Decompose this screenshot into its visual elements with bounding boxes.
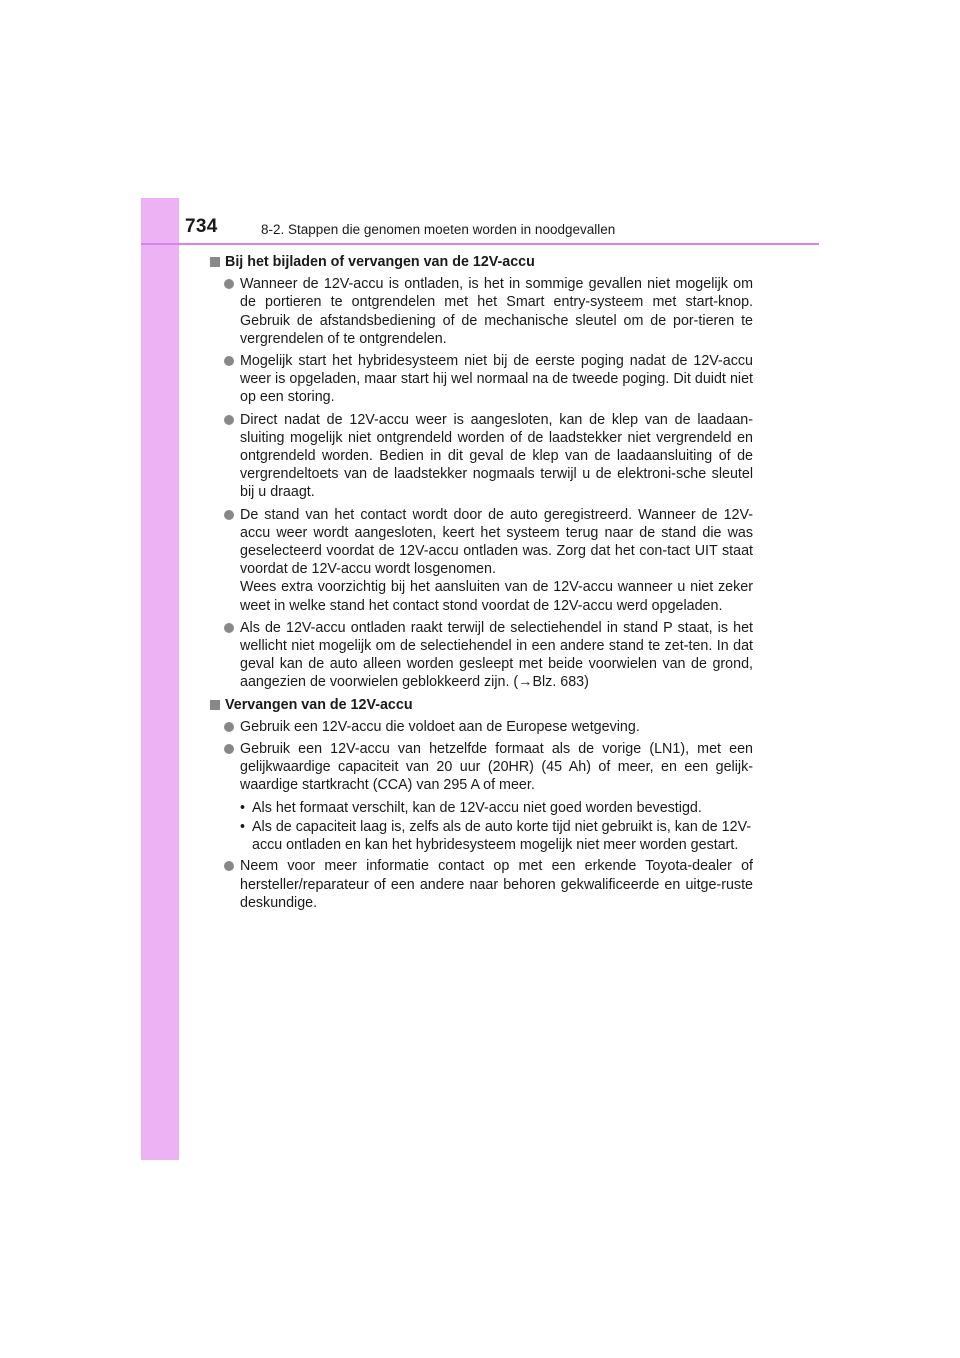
round-bullet-icon [224,861,234,871]
middle-dot-icon: • [240,818,246,835]
list-item-text: Mogelijk start het hybridesysteem niet bij de eerste poging nadat de 12V-accu weer is opgeladen, maar start hij wel normaal na de tweede poging. Dit duidt niet op een storing. [240,353,753,406]
round-bullet-icon [224,279,234,289]
sub-list [210,799,753,855]
list-item [210,506,753,615]
square-bullet-icon [210,257,220,267]
sub-list-item [240,818,753,854]
chapter-side-band [141,198,179,1160]
section-heading [210,696,753,714]
list-item [210,411,753,502]
round-bullet-icon [224,356,234,366]
list-item [210,740,753,795]
sub-list-item [240,799,753,817]
round-bullet-icon [224,623,234,633]
list-item-text: Als de 12V-accu ontladen raakt terwijl de selectiehendel in stand P staat, is het wellicht niet mogelijk om de selectiehendel in een andere stand te zet-ten. In dat geval kan de auto alleen worden gesleept met beide voorwielen van de grond, aangezien de voorwielen geblokkeerd zijn. (→Blz. 683) [240,619,753,691]
list-item-text: Neem voor meer informatie contact op met een erkende Toyota-dealer of hersteller/reparateur of een andere naar behoren gekwalificeerde en uitge-ruste deskundige. [240,858,753,911]
list-item-text: Direct nadat de 12V-accu weer is aangesloten, kan de klep van de laadaan-sluiting mogelijk niet ontgrendeld worden of de laadstekker niet vergrendeld en ontgrendeld worden. Bedien in dit geval de klep van de laadaansluiting of de vergrendeltoets van de laadstekker nogmaals terwijl u de elektroni-sche sleutel bij u draagt. [240,411,753,501]
header-rule [141,243,819,245]
sub-list-item-text: Als het formaat verschilt, kan de 12V-accu niet goed worden bevestigd. [252,799,702,816]
list-item [210,619,753,692]
round-bullet-icon [224,722,234,732]
round-bullet-icon [224,510,234,520]
round-bullet-icon [224,744,234,754]
list-item [210,718,753,736]
section-title: 8-2. Stappen die genomen moeten worden in noodgevallen [261,222,616,237]
middle-dot-icon: • [240,799,246,816]
section-heading-text: Bij het bijladen of vervangen van de 12V-accu [225,254,535,270]
list-item-text: De stand van het contact wordt door de auto geregistreerd. Wanneer de 12V-accu weer wordt aangesloten, keert het systeem terug naar de stand die was geselecteerd voordat de 12V-accu ontladen was. Zorg dat het con-tact UIT staat voordat de 12V-accu wordt losgenomen. [240,506,753,578]
list-item-text: Wees extra voorzichtig bij het aansluiten van de 12V-accu wanneer u niet zeker weet in welke stand het contact stond voordat de 12V-accu werd opgeladen. [240,579,753,614]
square-bullet-icon [210,700,220,710]
list-item [210,275,753,348]
list-item-text: Wanneer de 12V-accu is ontladen, is het in sommige gevallen niet mogelijk om de portieren te ontgrendelen met het Smart entry-systeem met start-knop. Gebruik de afstandsbediening of de mechanische sleutel om de por-tieren te vergrendelen of te ontgrendelen. [240,276,753,347]
page-content [210,253,753,916]
list-item-text: Gebruik een 12V-accu die voldoet aan de Europese wetgeving. [240,718,640,735]
list-item [210,857,753,912]
page-number: 734 [185,216,218,237]
list-item [210,352,753,407]
sub-list-item-text: Als de capaciteit laag is, zelfs als de auto korte tijd niet gebruikt is, kan de 12V-accu ontladen en kan het hybridesysteem mogelijk niet meer worden gestart. [252,818,752,854]
round-bullet-icon [224,415,234,425]
section-heading [210,253,753,271]
section-heading-text: Vervangen van de 12V-accu [225,696,413,713]
list-item-text: Gebruik een 12V-accu van hetzelfde formaat als de vorige (LN1), met een gelijkwaardige capaciteit van 20 uur (20HR) (45 Ah) of meer, en een gelijk-waardige startkracht (CCA) van 295 A of meer. [240,741,753,794]
